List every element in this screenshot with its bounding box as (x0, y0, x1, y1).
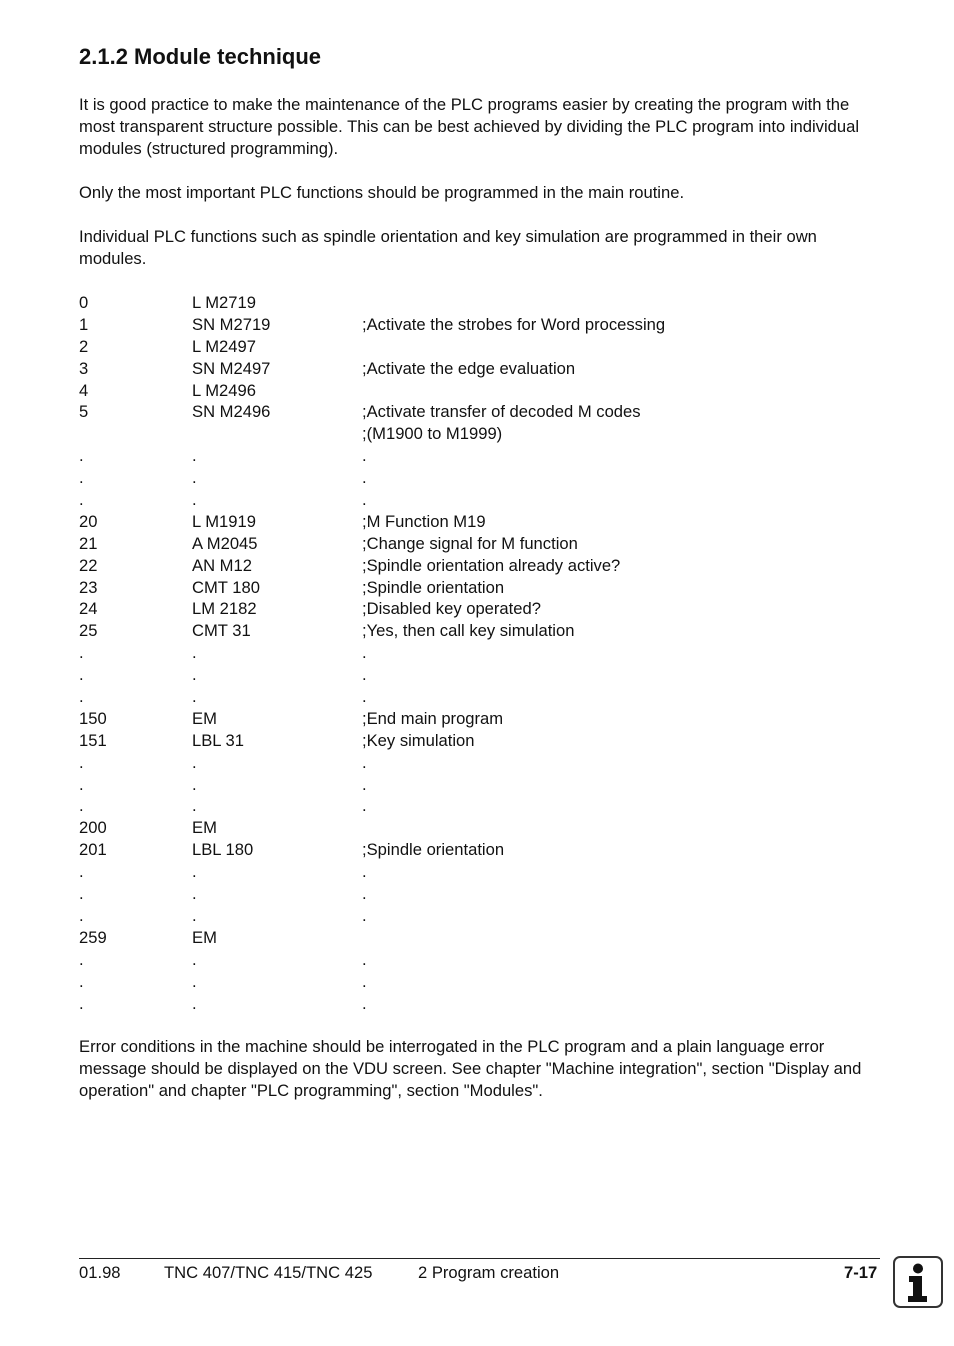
code-row (79, 752, 879, 774)
code-instruction: . (192, 687, 197, 707)
plc-code-listing (79, 292, 879, 1014)
footer-model: TNC 407/TNC 415/TNC 425 (164, 1263, 373, 1282)
code-row (79, 905, 879, 927)
code-line-number: . (79, 468, 84, 488)
code-comment: . (362, 774, 367, 794)
code-comment: ;Key simulation (362, 730, 475, 750)
error-conditions-paragraph: Error conditions in the machine should be interrogated in the PLC program and a plain language error message should be displayed on the VDU screen. See chapter "Machine integration", section "Display and operation" and chapter "PLC programming", section "Modules". (79, 1037, 862, 1100)
code-row (79, 839, 879, 861)
code-line-number: 151 (79, 730, 107, 750)
code-row (79, 708, 879, 730)
code-line-number: 3 (79, 358, 89, 378)
code-row (79, 336, 879, 358)
code-instruction: L M2497 (192, 336, 256, 356)
code-instruction: L M1919 (192, 511, 256, 531)
code-line-number: 21 (79, 533, 98, 553)
intro-paragraph: It is good practice to make the maintenance of the PLC programs easier by creating the program with the most transparent structure possible. This can be best achieved by dividing the PLC program into individual modules (structured programming). (79, 95, 860, 158)
code-comment: ;End main program (362, 708, 504, 728)
code-instruction: CMT 31 (192, 621, 251, 641)
code-comment: ;Spindle orientation already active? (362, 555, 621, 575)
code-instruction: . (192, 752, 197, 772)
code-comment: ;Change signal for M function (362, 533, 578, 553)
code-comment: ;Yes, then call key simulation (362, 621, 575, 641)
code-instruction: SN M2719 (192, 314, 271, 334)
code-line-number: . (79, 949, 84, 969)
code-line-number: . (79, 665, 84, 685)
code-instruction: . (192, 774, 197, 794)
code-comment: . (362, 949, 367, 969)
code-line-number: 2 (79, 336, 89, 356)
code-instruction: . (192, 490, 197, 510)
code-row (79, 467, 879, 489)
code-comment: . (362, 446, 367, 466)
code-line-number: . (79, 752, 84, 772)
code-line-number: . (79, 774, 84, 794)
code-comment: ;Disabled key operated? (362, 599, 541, 619)
code-instruction: . (192, 862, 197, 882)
code-instruction: SN M2496 (192, 402, 271, 422)
code-line-number: 25 (79, 621, 98, 641)
code-row (79, 401, 879, 423)
code-line-number: . (79, 490, 84, 510)
code-instruction: EM (192, 927, 217, 947)
code-instruction: LBL 180 (192, 840, 254, 860)
code-line-number: 23 (79, 577, 98, 597)
page-heading: 2.1.2 Module technique (79, 44, 322, 69)
code-comment: . (362, 862, 367, 882)
code-instruction: . (192, 971, 197, 991)
code-line-number: 201 (79, 840, 107, 860)
code-comment: . (362, 752, 367, 772)
code-instruction: LBL 31 (192, 730, 244, 750)
code-instruction: . (192, 643, 197, 663)
code-comment: ;(M1900 to M1999) (362, 424, 503, 444)
code-line-number: . (79, 993, 84, 1013)
code-row (79, 795, 879, 817)
code-row (79, 883, 879, 905)
code-line-number: 20 (79, 511, 98, 531)
code-instruction: . (192, 949, 197, 969)
code-instruction: EM (192, 708, 217, 728)
code-line-number: 24 (79, 599, 98, 619)
code-comment: . (362, 971, 367, 991)
code-instruction: A M2045 (192, 533, 258, 553)
footer-section: 2 Program creation (418, 1263, 560, 1282)
code-row (79, 577, 879, 599)
code-comment: ;Spindle orientation (362, 840, 505, 860)
page-number: 7-17 (844, 1263, 878, 1282)
code-row (79, 730, 879, 752)
code-comment: . (362, 884, 367, 904)
code-row (79, 664, 879, 686)
code-comment: . (362, 905, 367, 925)
code-row (79, 927, 879, 949)
code-line-number: 200 (79, 818, 107, 838)
code-instruction: . (192, 446, 197, 466)
code-row (79, 598, 879, 620)
code-comment: ;Activate the strobes for Word processing (362, 314, 666, 334)
code-row (79, 949, 879, 971)
code-row (79, 358, 879, 380)
code-row (79, 423, 879, 445)
code-row (79, 533, 879, 555)
code-instruction: . (192, 905, 197, 925)
code-line-number: . (79, 643, 84, 663)
code-row (79, 314, 879, 336)
code-line-number: . (79, 905, 84, 925)
code-line-number: 4 (79, 380, 89, 400)
code-row (79, 511, 879, 533)
code-row (79, 555, 879, 577)
code-instruction: . (192, 884, 197, 904)
code-line-number: . (79, 884, 84, 904)
code-instruction: L M2719 (192, 293, 256, 312)
code-comment: . (362, 687, 367, 707)
code-row (79, 686, 879, 708)
code-line-number: 22 (79, 555, 98, 575)
code-comment: . (362, 643, 367, 663)
code-line-number: . (79, 796, 84, 816)
code-comment: . (362, 468, 367, 488)
code-instruction: SN M2497 (192, 358, 271, 378)
code-instruction: LM 2182 (192, 599, 257, 619)
code-row (79, 642, 879, 664)
code-instruction: . (192, 796, 197, 816)
code-row (79, 292, 879, 314)
code-line-number: 0 (79, 293, 89, 312)
code-instruction: . (192, 993, 197, 1013)
code-row (79, 817, 879, 839)
code-instruction: . (192, 665, 197, 685)
code-comment: . (362, 796, 367, 816)
code-line-number: 150 (79, 708, 107, 728)
code-instruction: L M2496 (192, 380, 256, 400)
code-comment: ;Activate transfer of decoded M codes (362, 402, 641, 422)
code-row (79, 774, 879, 796)
code-line-number: . (79, 971, 84, 991)
code-row (79, 489, 879, 511)
code-instruction: CMT 180 (192, 577, 260, 597)
code-instruction: EM (192, 818, 217, 838)
code-line-number: 259 (79, 927, 107, 947)
code-instruction: AN M12 (192, 555, 252, 575)
code-comment: . (362, 490, 367, 510)
modules-paragraph: Individual PLC functions such as spindle orientation and key simulation are programmed in their own modules. (79, 227, 817, 268)
code-row (79, 993, 879, 1015)
main-routine-paragraph: Only the most important PLC functions should be programmed in the main routine. (79, 183, 685, 202)
code-line-number: . (79, 446, 84, 466)
code-comment: . (362, 665, 367, 685)
code-row (79, 445, 879, 467)
code-row (79, 971, 879, 993)
code-comment: ;Activate the edge evaluation (362, 358, 576, 378)
code-line-number: . (79, 687, 84, 707)
code-comment: . (362, 993, 367, 1013)
code-line-number: . (79, 862, 84, 882)
code-instruction: . (192, 468, 197, 488)
footer-date: 01.98 (79, 1263, 121, 1282)
code-comment: ;Spindle orientation (362, 577, 505, 597)
code-row (79, 861, 879, 883)
info-icon (893, 1256, 943, 1308)
code-line-number: 1 (79, 314, 89, 334)
code-comment: ;M Function M19 (362, 511, 486, 531)
code-row (79, 380, 879, 402)
code-line-number: 5 (79, 402, 89, 422)
footer-divider (79, 1258, 880, 1259)
code-row (79, 620, 879, 642)
